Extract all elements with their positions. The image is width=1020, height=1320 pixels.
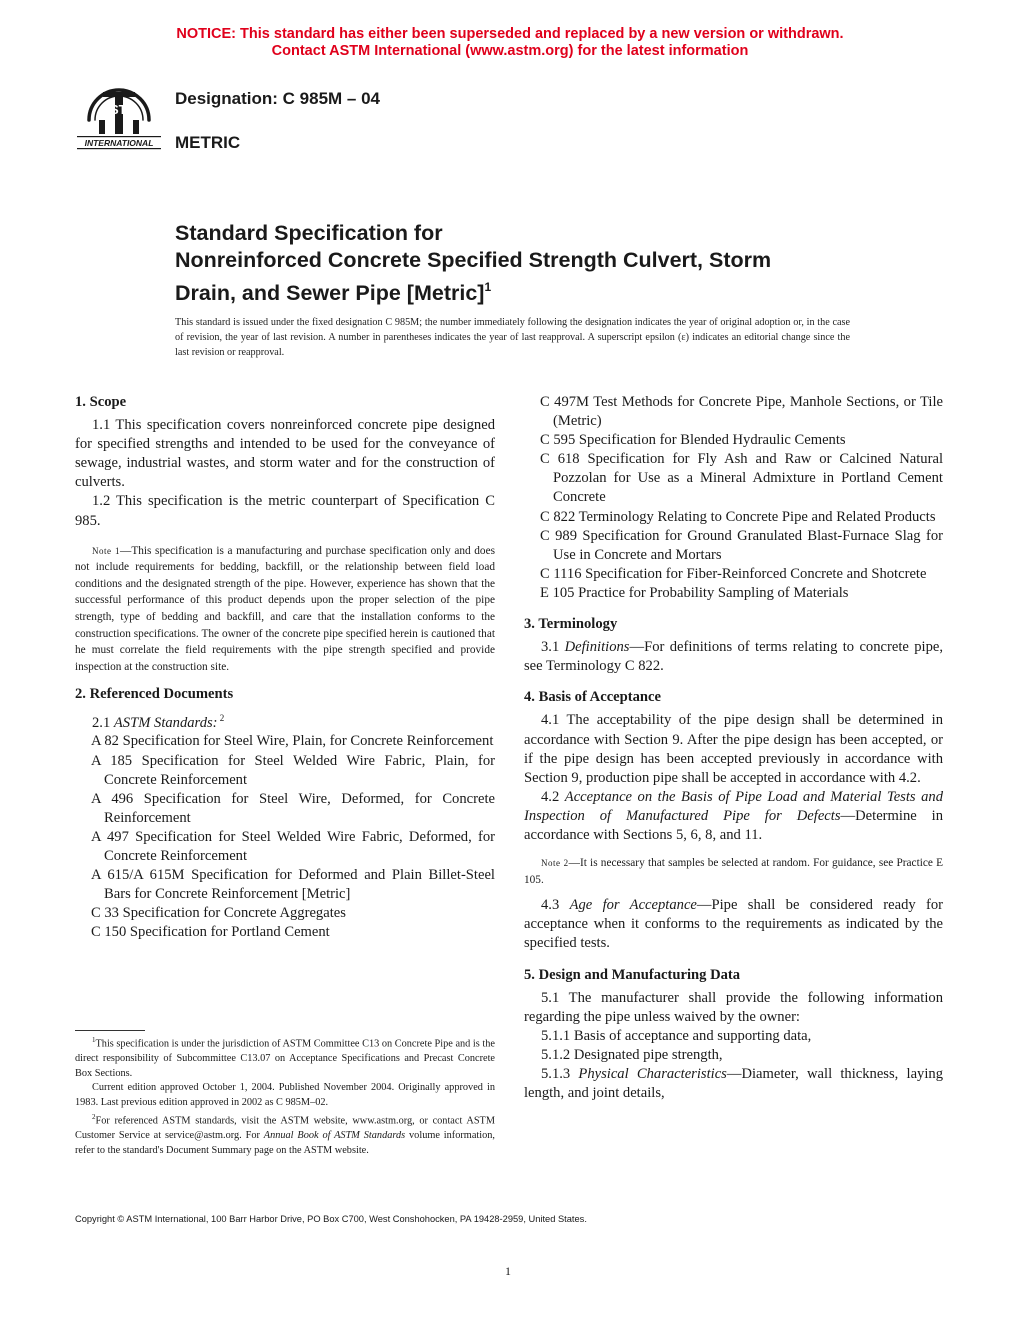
para-5-1-3-text: —Diameter, wall thickness, laying length, and joint details, bbox=[524, 1066, 943, 1102]
footnote-2-mark: 2 bbox=[217, 712, 225, 723]
notice-line-1: NOTICE: This standard has either been superseded and replaced by a new version or withdrawn. bbox=[176, 26, 844, 42]
para-2-1 bbox=[75, 709, 495, 733]
notice-line-2: Contact ASTM International (www.astm.org) for the latest information bbox=[271, 43, 749, 59]
section-3-heading: 3. Terminology bbox=[524, 616, 618, 633]
astm-logo bbox=[75, 76, 163, 152]
para-4-3-text: —Pipe shall be considered ready for acceptance when it conforms to the requirements as indicated by the specified tests. bbox=[524, 897, 944, 952]
logo-text: ASTM bbox=[100, 102, 138, 117]
para-2-1-number: 2.1 bbox=[92, 714, 114, 731]
para-4-2-text: —Determine in accordance with Sections 5, 6, 8, and 11. bbox=[524, 807, 944, 843]
ref-c33: C 33 Specification for Concrete Aggregates bbox=[91, 905, 346, 922]
footnote-1-text: This specification is under the jurisdiction of ASTM Committee C13 on Concrete Pipe and is the direct responsibility of Subcommittee C13.07 on Acceptance Specifications and Precast Concrete Box Sections. bbox=[75, 1038, 495, 1079]
page-number: 1 bbox=[505, 1264, 511, 1278]
title-line-2: Nonreinforced Concrete Specified Strength Culvert, Storm bbox=[175, 248, 772, 272]
ref-a615: A 615/A 615M Specification for Deformed and Plain Billet-Steel Bars for Concrete Reinforcement [Metric] bbox=[91, 867, 495, 903]
ref-e105: E 105 Practice for Probability Sampling of Materials bbox=[540, 584, 849, 601]
para-3-1-number: 3.1 bbox=[541, 639, 565, 656]
para-5-1: 5.1 The manufacturer shall provide the following information regarding the pipe unless waived by the owner: bbox=[524, 989, 943, 1025]
astm-standards-label: ASTM Standards: bbox=[113, 714, 218, 731]
section-5-heading: 5. Design and Manufacturing Data bbox=[524, 966, 741, 983]
para-5-1-1: 5.1.1 Basis of acceptance and supporting data, bbox=[541, 1027, 812, 1044]
title-line-3: Drain, and Sewer Pipe [Metric] bbox=[175, 281, 485, 305]
footnote-1-sup: 1 bbox=[92, 1036, 96, 1044]
note-1 bbox=[75, 543, 495, 676]
para-4-2 bbox=[524, 788, 943, 845]
logo-subtext: INTERNATIONAL bbox=[84, 138, 154, 148]
footnote-1 bbox=[75, 1033, 495, 1081]
footnote-rule bbox=[75, 1030, 145, 1031]
footnote-2-sup: 2 bbox=[92, 1113, 96, 1122]
ref-c618: C 618 Specification for Fly Ash and Raw or Calcined Natural Pozzolan for Use as a Mineral Admixture in Portland Cement Concrete bbox=[540, 451, 943, 506]
metric-label: METRIC bbox=[175, 133, 241, 152]
note-2 bbox=[524, 855, 943, 888]
para-5-1-3-number: 5.1.3 bbox=[541, 1066, 579, 1082]
issuance-note: This standard is issued under the fixed designation C 985M; the number immediately following the designation indicates the year of original adoption or, in the case of revision, the year of last revision. A number in parentheses indicates the year of last reapproval. A superscript epsilon (ε) indicates an editorial change since the last revision or reapproval. bbox=[175, 317, 850, 358]
para-1-1: 1.1 This specification covers nonreinforced concrete pipe designed for specified strengths and intended to be used for the conveyance of sewage, industrial wastes, and storm water and for the construction of culverts. bbox=[75, 417, 495, 491]
ref-c497m: C 497M Test Methods for Concrete Pipe, Manhole Sections, or Tile (Metric) bbox=[540, 394, 943, 430]
title-line-1: Standard Specification for bbox=[175, 221, 443, 245]
footnote-2 bbox=[75, 1110, 495, 1158]
ref-a185: A 185 Specification for Steel Welded Wire Fabric, Plain, for Concrete Reinforcement bbox=[91, 752, 495, 788]
footnotes bbox=[75, 1033, 495, 1159]
para-3-1 bbox=[524, 638, 943, 676]
ref-a82: A 82 Specification for Steel Wire, Plain, for Concrete Reinforcement bbox=[91, 733, 494, 750]
section-1-heading: 1. Scope bbox=[75, 394, 127, 410]
note-2-label: Note 2 bbox=[541, 858, 569, 869]
ref-c150: C 150 Specification for Portland Cement bbox=[91, 924, 330, 941]
footnote-2-em: Annual Book of ASTM Standards bbox=[263, 1130, 406, 1142]
para-4-1: 4.1 The acceptability of the pipe design shall be determined in accordance with Section 9. After the pipe design has been accepted, or if the pipe design has been accepted previously in accordance with Section 9, production pipe shall be accepted in accordance with 4.2. bbox=[524, 712, 943, 786]
section-2-heading: 2. Referenced Documents bbox=[75, 686, 234, 703]
right-column bbox=[524, 393, 943, 1103]
note-1-text: —This specification is a manufacturing and purchase specification only and does not include requirements for bedding, backfill, or the relationship between field load conditions and the designated strength of the pipe. However, experience has shown that the successful performance of this product depends upon the proper selection of the pipe strength, type of bedding and backfill, and care that the installation conforms to the construction specifications. The owner of the concrete pipe specified herein is cautioned that he must correlate the field requirements with the pipe strength specified and provide inspection at the construction site. bbox=[75, 544, 495, 673]
footnote-2-text-a: For referenced ASTM standards, visit the ASTM website, www.astm.org, or contact ASTM Customer Service at service@astm.org. For bbox=[75, 1115, 495, 1142]
para-4-3-term: Age for Acceptance bbox=[569, 897, 697, 914]
left-column bbox=[75, 393, 495, 942]
para-4-2-term: Acceptance on the Basis of Pipe Load and Material Tests and Inspection of Manufactured Pipe for Defects bbox=[524, 788, 944, 824]
para-4-3 bbox=[524, 896, 943, 953]
definitions-term: Definitions bbox=[564, 639, 630, 656]
para-3-1-text: —For definitions of terms relating to concrete pipe, see Terminology C 822. bbox=[524, 639, 943, 675]
section-4-heading: 4. Basis of Acceptance bbox=[524, 689, 662, 706]
note-2-text: —It is necessary that samples be selected at random. For guidance, see Practice E 105. bbox=[524, 857, 943, 886]
document-title bbox=[175, 220, 771, 307]
copyright-notice: Copyright © ASTM International, 100 Barr Harbor Drive, PO Box C700, West Conshohocken, PA 19428-2959, United States. bbox=[75, 1214, 587, 1224]
note-1-label: Note 1 bbox=[92, 545, 121, 556]
ref-a496: A 496 Specification for Steel Wire, Deformed, for Concrete Reinforcement bbox=[91, 790, 495, 826]
para-5-1-3-term: Physical Characteristics bbox=[578, 1066, 727, 1082]
footnote-1-approval: Current edition approved October 1, 2004. Published November 2004. Originally approved in 1983. Last previous edition approved in 2002 as C 985M–02. bbox=[75, 1082, 495, 1108]
ref-c1116: C 1116 Specification for Fiber-Reinforced Concrete and Shotcrete bbox=[540, 565, 927, 582]
ref-c822: C 822 Terminology Relating to Concrete Pipe and Related Products bbox=[540, 508, 936, 525]
ref-c989: C 989 Specification for Ground Granulated Blast-Furnace Slag for Use in Concrete and Mortars bbox=[540, 527, 943, 563]
para-5-1-2: 5.1.2 Designated pipe strength, bbox=[541, 1046, 723, 1063]
ref-a497: A 497 Specification for Steel Welded Wire Fabric, Deformed, for Concrete Reinforcement bbox=[91, 828, 495, 865]
para-5-1-3 bbox=[524, 1065, 943, 1103]
title-footnote-mark: 1 bbox=[484, 280, 492, 294]
para-4-3-number: 4.3 bbox=[541, 897, 570, 914]
footnote-2-text-b: volume information, refer to the standard's Document Summary page on the ASTM website. bbox=[75, 1130, 495, 1156]
designation: Designation: C 985M – 04 bbox=[175, 89, 381, 108]
para-4-2-number: 4.2 bbox=[541, 788, 565, 805]
para-1-2: 1.2 This specification is the metric counterpart of Specification C 985. bbox=[75, 493, 495, 529]
ref-c595: C 595 Specification for Blended Hydraulic Cements bbox=[540, 432, 846, 449]
